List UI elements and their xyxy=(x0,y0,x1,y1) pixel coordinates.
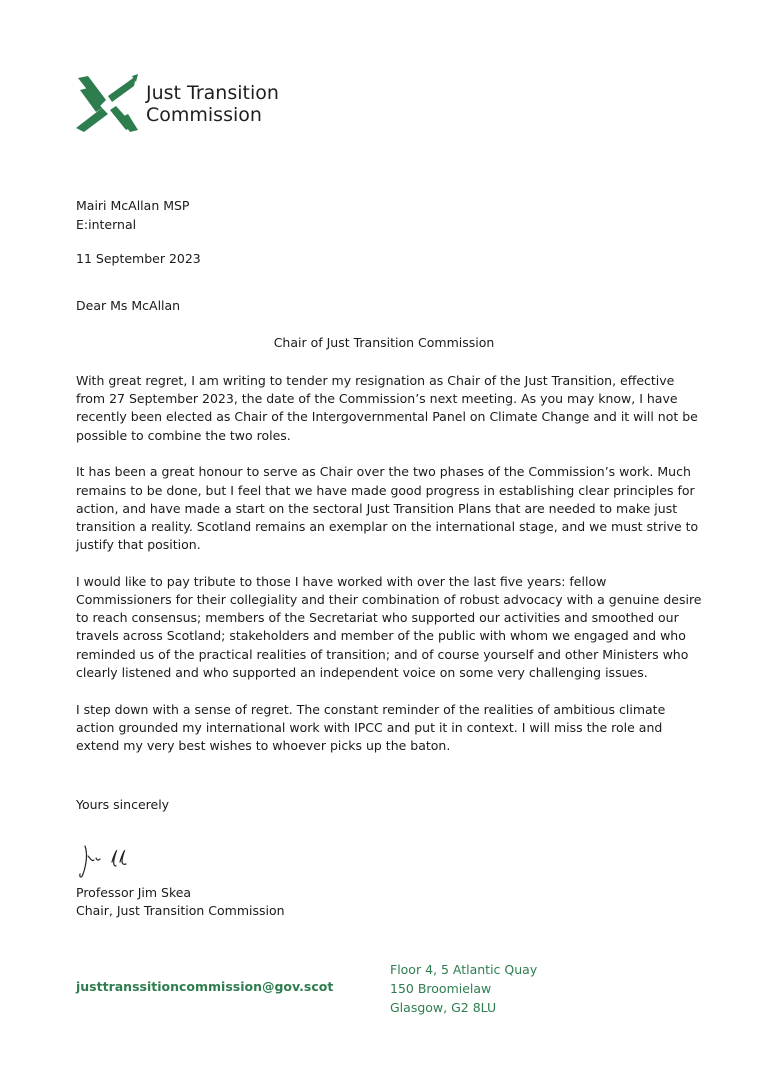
recipient-email: E:internal xyxy=(76,217,137,232)
signer-title: Chair, Just Transition Commission xyxy=(76,903,285,918)
closing: Yours sincerely xyxy=(76,797,170,812)
recipient-block xyxy=(76,196,189,234)
letter-body xyxy=(76,372,702,774)
footer-email-link[interactable]: justtranssitioncommission@gov.scot xyxy=(76,979,334,994)
salutation: Dear Ms McAllan xyxy=(76,298,181,313)
jtc-arrows-logo-icon xyxy=(76,74,138,134)
body-paragraph: It has been a great honour to serve as Chair over the two phases of the Commission’s work. Much remains to be done, but I feel that we have made good progress in establishing clear principles for action, and have made a start on the sectoral Just Transition Plans that are needed to make just transition a reality. Scotland remains an exemplar on the international stage, and we must strive to justify that position. xyxy=(76,464,699,553)
body-paragraph: I would like to pay tribute to those I have worked with over the last five years: fellow Commissioners for their collegiality and their combination of robust advocacy with a genuine desire to reach consensus; members of the Secretariat who supported our activities and smoothed our travels across Scotland; stakeholders and member of the public with whom we engaged and who reminded us of the practical realities of transition; and of course yourself and other Ministers who clearly listened and who supported an independent voice on some very challenging issues. xyxy=(76,573,702,680)
letter-date: 11 September 2023 xyxy=(76,251,201,266)
recipient-name: Mairi McAllan MSP xyxy=(76,198,190,213)
body-paragraph: With great regret, I am writing to tender my resignation as Chair of the Just Transition, effective from 27 September 2023, the date of the Commission’s next meeting. As you may know, I have recently been elected as Chair of the Intergovernmental Panel on Climate Change and it will not be possible to combine the two roles. xyxy=(76,373,698,443)
body-paragraph: I step down with a sense of regret. The constant reminder of the realities of ambitious climate action grounded my international work with IPCC and put it in context. I will miss the role and extend my very best wishes to whoever picks up the baton. xyxy=(76,701,666,753)
commission-logo-text xyxy=(146,82,279,126)
logo-line-2: Commission xyxy=(146,104,262,126)
handwritten-signature xyxy=(76,840,136,888)
address-line-2: 150 Broomielaw xyxy=(390,981,492,996)
commission-logo xyxy=(76,74,279,134)
footer-address xyxy=(390,960,537,1017)
address-line-3: Glasgow, G2 8LU xyxy=(390,1000,497,1015)
letter-subject: Chair of Just Transition Commission xyxy=(273,335,495,350)
logo-line-1: Just Transition xyxy=(146,82,279,104)
signer-block xyxy=(76,884,285,920)
address-line-1: Floor 4, 5 Atlantic Quay xyxy=(390,962,538,977)
signer-name: Professor Jim Skea xyxy=(76,885,192,900)
